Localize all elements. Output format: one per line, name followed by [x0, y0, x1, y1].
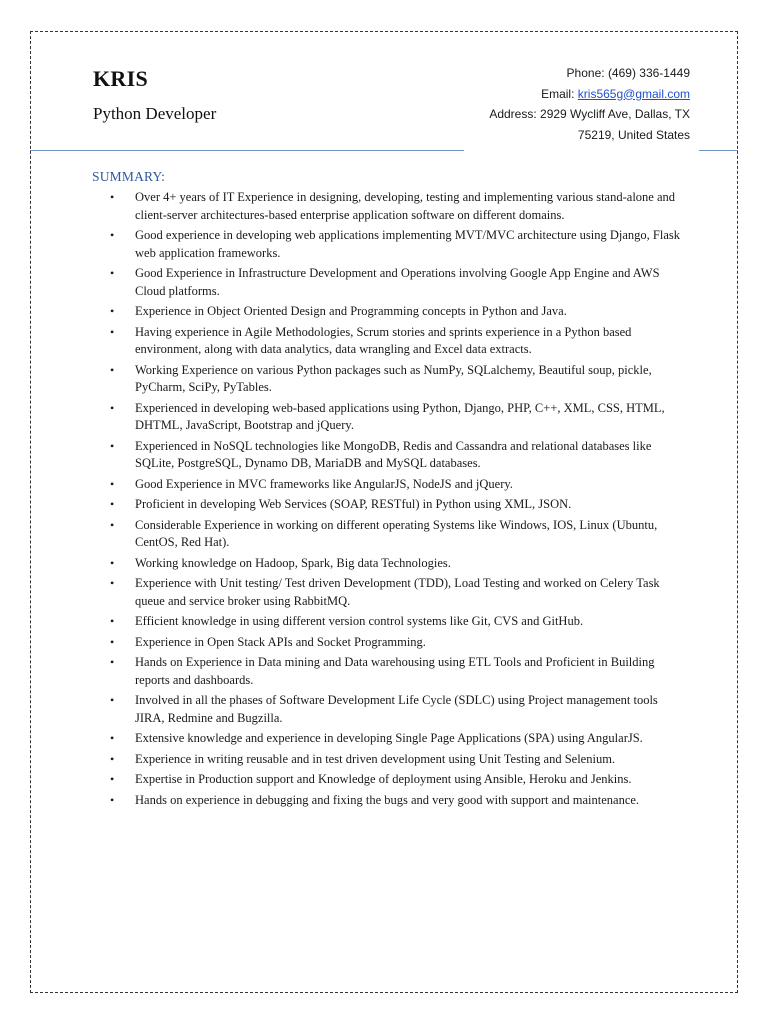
- summary-item: [110, 751, 680, 769]
- bullet-icon: •: [110, 693, 115, 707]
- summary-item: [110, 303, 680, 321]
- summary-item-text: Involved in all the phases of Software Development Life Cycle (SDLC) using Project management tools JIRA, Redmine and Bugzilla.: [135, 693, 658, 725]
- bullet-icon: •: [110, 362, 115, 377]
- bullet-icon: •: [110, 731, 115, 745]
- summary-item-text: Good experience in developing web applications implementing MVT/MVC architecture using Django, Flask web application frameworks.: [135, 228, 681, 260]
- header-divider-left: [30, 150, 464, 151]
- email-line: [489, 84, 690, 105]
- address-line-2: 75219, United States: [577, 127, 690, 142]
- summary-item: [110, 575, 680, 610]
- bullet-icon: •: [110, 614, 115, 628]
- summary-item: [110, 613, 680, 631]
- summary-item: [110, 654, 680, 689]
- contact-block: [489, 63, 690, 145]
- summary-item-text: Working knowledge on Hadoop, Spark, Big data Technologies.: [135, 555, 451, 570]
- bullet-icon: •: [110, 576, 115, 590]
- email-link[interactable]: kris565g@gmail.com: [577, 86, 690, 101]
- summary-item: [110, 730, 680, 748]
- bullet-icon: •: [110, 517, 115, 532]
- bullet-icon: •: [110, 772, 115, 786]
- summary-item: [110, 692, 680, 727]
- summary-item-text: Considerable Experience in working on different operating Systems like Windows, IOS, Linux (Ubuntu, CentOS, Red Hat).: [135, 517, 658, 549]
- summary-item: [110, 476, 680, 494]
- bullet-icon: •: [110, 324, 115, 339]
- summary-item-text: Proficient in developing Web Services (SOAP, RESTful) in Python using XML, JSON.: [135, 497, 572, 511]
- summary-item: [110, 324, 680, 359]
- summary-item: [110, 555, 680, 573]
- email-label: Email:: [541, 86, 575, 101]
- bullet-icon: •: [110, 655, 115, 669]
- address-label: Address:: [489, 107, 537, 121]
- job-title: Python Developer: [93, 104, 217, 123]
- bullet-icon: •: [110, 634, 115, 649]
- summary-item: [110, 265, 680, 300]
- summary-item-text: Good Experience in MVC frameworks like AngularJS, NodeJS and jQuery.: [135, 476, 513, 491]
- bullet-icon: •: [110, 190, 115, 204]
- address-line-1: [489, 104, 690, 125]
- summary-item-text: Extensive knowledge and experience in developing Single Page Applications (SPA) using AngularJS.: [135, 731, 643, 745]
- bullet-icon: •: [110, 476, 115, 491]
- candidate-name: KRIS: [93, 66, 148, 91]
- summary-list: [110, 189, 680, 812]
- summary-item: [110, 227, 680, 262]
- bullet-icon: •: [110, 438, 115, 453]
- phone-value: (469) 336-1449: [607, 66, 690, 80]
- summary-item: [110, 771, 680, 789]
- summary-heading: SUMMARY:: [92, 169, 166, 184]
- summary-item: [110, 362, 680, 397]
- summary-item: [110, 634, 680, 652]
- bullet-icon: •: [110, 266, 115, 280]
- bullet-icon: •: [110, 304, 115, 318]
- summary-item-text: Hands on Experience in Data mining and Data warehousing using ETL Tools and Proficient in Building reports and dashboards.: [135, 655, 655, 687]
- summary-item-text: Experience in Open Stack APIs and Socket Programming.: [135, 634, 426, 649]
- summary-item: [110, 517, 680, 552]
- bullet-icon: •: [110, 751, 115, 766]
- phone-line: [489, 63, 690, 84]
- summary-item-text: Expertise in Production support and Knowledge of deployment using Ansible, Heroku and Jenkins.: [135, 772, 632, 786]
- bullet-icon: •: [110, 400, 115, 415]
- summary-item-text: Good Experience in Infrastructure Development and Operations involving Google App Engine and AWS Cloud platforms.: [135, 266, 660, 298]
- summary-item-text: Experience with Unit testing/ Test driven Development (TDD), Load Testing and worked on Celery Task queue and service broker using RabbitMQ.: [135, 576, 660, 608]
- summary-item: [110, 438, 680, 473]
- phone-label: Phone:: [566, 66, 605, 80]
- summary-item-text: Working Experience on various Python packages such as NumPy, SQLalchemy, Beautiful soup, pickle, PyCharm, SciPy, PyTables.: [135, 362, 652, 394]
- bullet-icon: •: [110, 228, 115, 242]
- summary-item-text: Experience in writing reusable and in test driven development using Unit Testing and Selenium.: [135, 751, 616, 766]
- summary-item: [110, 189, 680, 224]
- summary-item: [110, 400, 680, 435]
- bullet-icon: •: [110, 792, 115, 807]
- summary-item-text: Experienced in NoSQL technologies like MongoDB, Redis and Cassandra and relational databases like SQLite, PostgreSQL, Dynamo DB, MariaDB and MySQL databases.: [135, 438, 652, 470]
- summary-item: [110, 792, 680, 810]
- summary-item-text: Hands on experience in debugging and fixing the bugs and very good with support and maintenance.: [135, 792, 640, 807]
- summary-item-text: Experienced in developing web-based applications using Python, Django, PHP, C++, XML, CSS, HTML, DHTML, JavaScript, Bootstrap and jQuery.: [135, 400, 665, 432]
- summary-item-text: Experience in Object Oriented Design and Programming concepts in Python and Java.: [135, 304, 567, 318]
- bullet-icon: •: [110, 497, 115, 511]
- header-divider-right: [699, 150, 738, 151]
- address-value-1: 2929 Wycliff Ave, Dallas, TX: [540, 107, 690, 121]
- summary-item-text: Having experience in Agile Methodologies, Scrum stories and sprints experience in a Python based environment, along with data analytics, data wrangling and Excel data extracts.: [135, 324, 632, 356]
- bullet-icon: •: [110, 555, 115, 570]
- summary-item-text: Over 4+ years of IT Experience in designing, developing, testing and implementing various stand-alone and client-server architectures-based enterprise application software on different domains.: [135, 190, 676, 222]
- summary-item-text: Efficient knowledge in using different version control systems like Git, CVS and GitHub.: [135, 614, 584, 628]
- summary-item: [110, 496, 680, 514]
